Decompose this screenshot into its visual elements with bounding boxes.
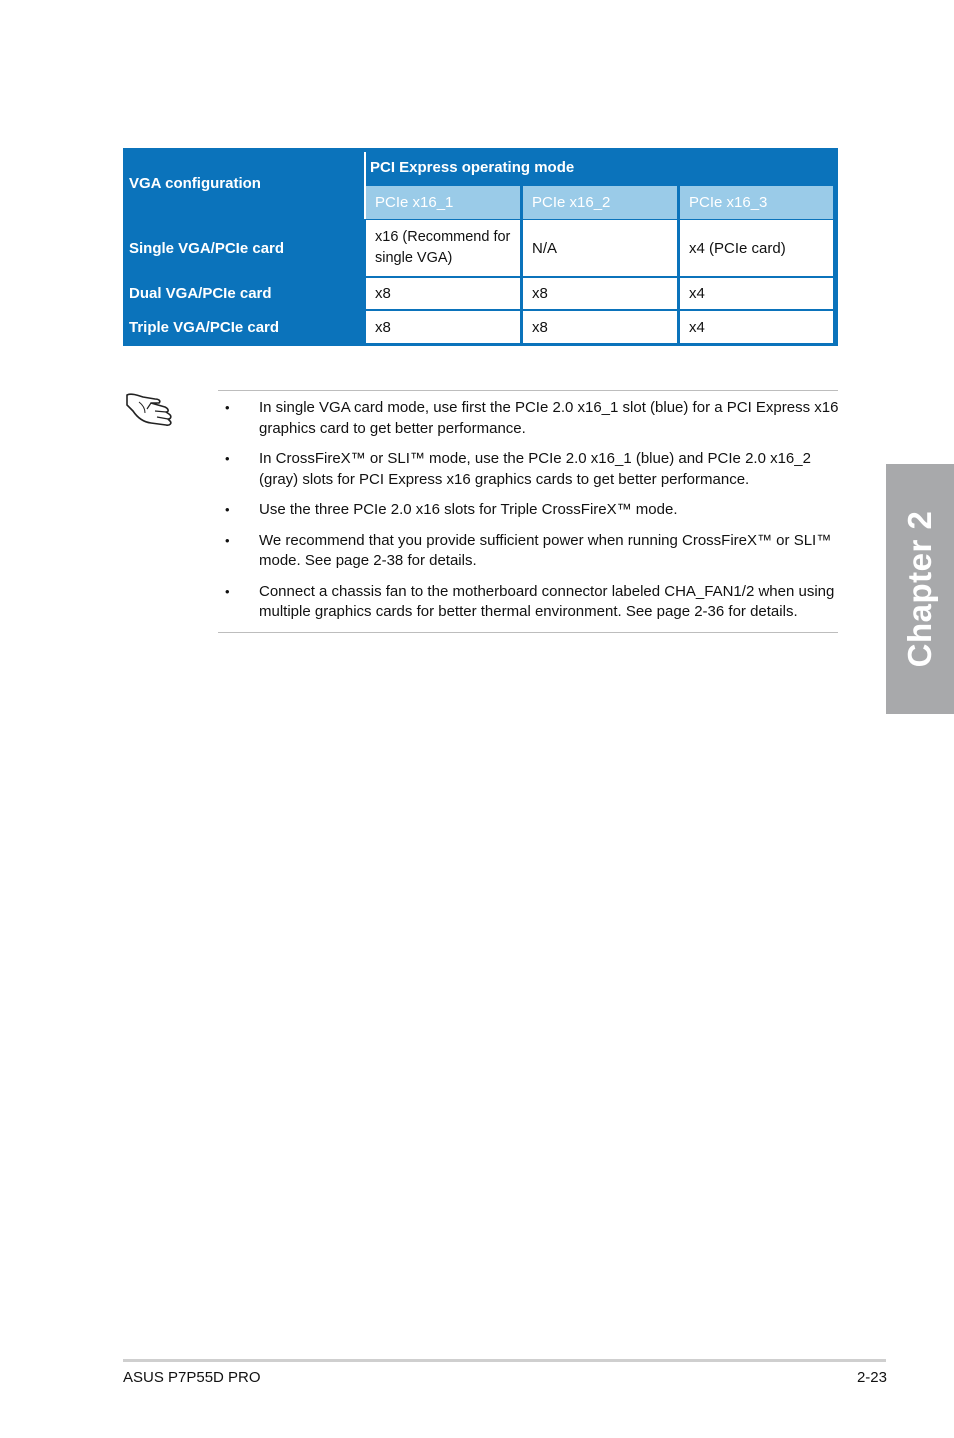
table-cell: x4	[680, 278, 833, 309]
column-header-pcie-x16-3: PCIe x16_3	[680, 186, 833, 219]
hand-pointer-icon	[125, 385, 179, 427]
footer-product-name: ASUS P7P55D PRO	[123, 1369, 261, 1386]
row-label-single-vga: Single VGA/PCIe card	[129, 239, 285, 257]
footer-page-number: 2-23	[856, 1369, 887, 1386]
note-list	[218, 398, 840, 633]
note-text: In CrossFireX™ or SLI™ mode, use the PCIe 2.0 x16_1 (blue) and PCIe 2.0 x16_2 (gray) slots for PCI Express x16 graphics cards to get better performance.	[259, 450, 811, 488]
table-cell: x8	[366, 278, 520, 309]
table-cell: x4 (PCIe card)	[680, 220, 833, 276]
list-item	[218, 449, 840, 490]
list-item	[218, 398, 840, 439]
note-text: Use the three PCIe 2.0 x16 slots for Triple CrossFireX™ mode.	[259, 501, 678, 518]
chapter-label: Chapter 2	[901, 510, 938, 668]
note-top-rule	[218, 390, 838, 391]
vga-configuration-table	[123, 148, 838, 346]
column-header-pcie-x16-2: PCIe x16_2	[523, 186, 677, 219]
list-item	[218, 531, 840, 572]
list-item	[218, 582, 840, 623]
table-cell: x16 (Recommend for single VGA)	[366, 220, 520, 276]
list-item	[218, 500, 840, 521]
bullet: •	[225, 583, 230, 599]
note-bottom-rule	[218, 632, 838, 633]
footer-rule	[123, 1359, 886, 1362]
row-label-dual-vga: Dual VGA/PCIe card	[129, 285, 272, 302]
table-group-header: PCI Express operating mode	[370, 158, 575, 176]
note-text: We recommend that you provide sufficient power when running CrossFireX™ or SLI™ mode. See page 2-38 for details.	[259, 531, 832, 569]
table-cell: x4	[680, 311, 833, 343]
table-cell: x8	[523, 311, 677, 343]
note-text: In single VGA card mode, use first the PCIe 2.0 x16_1 slot (blue) for a PCI Express x16 graphics card to get better performance.	[259, 399, 839, 437]
table-cell: x8	[523, 278, 677, 309]
bullet: •	[225, 502, 230, 517]
table-cell: x8	[366, 311, 520, 343]
bullet: •	[225, 451, 230, 466]
column-header-pcie-x16-1: PCIe x16_1	[366, 186, 520, 219]
note-text: Connect a chassis fan to the motherboard connector labeled CHA_FAN1/2 when using multiple graphics cards for better thermal environment. See page 2-36 for details.	[259, 582, 835, 620]
chapter-side-tab	[886, 464, 954, 714]
row-label-triple-vga: Triple VGA/PCIe card	[129, 318, 280, 336]
bullet: •	[225, 532, 230, 548]
bullet: •	[225, 400, 230, 415]
table-cell: N/A	[523, 220, 677, 276]
table-corner-header: VGA configuration	[129, 175, 261, 192]
